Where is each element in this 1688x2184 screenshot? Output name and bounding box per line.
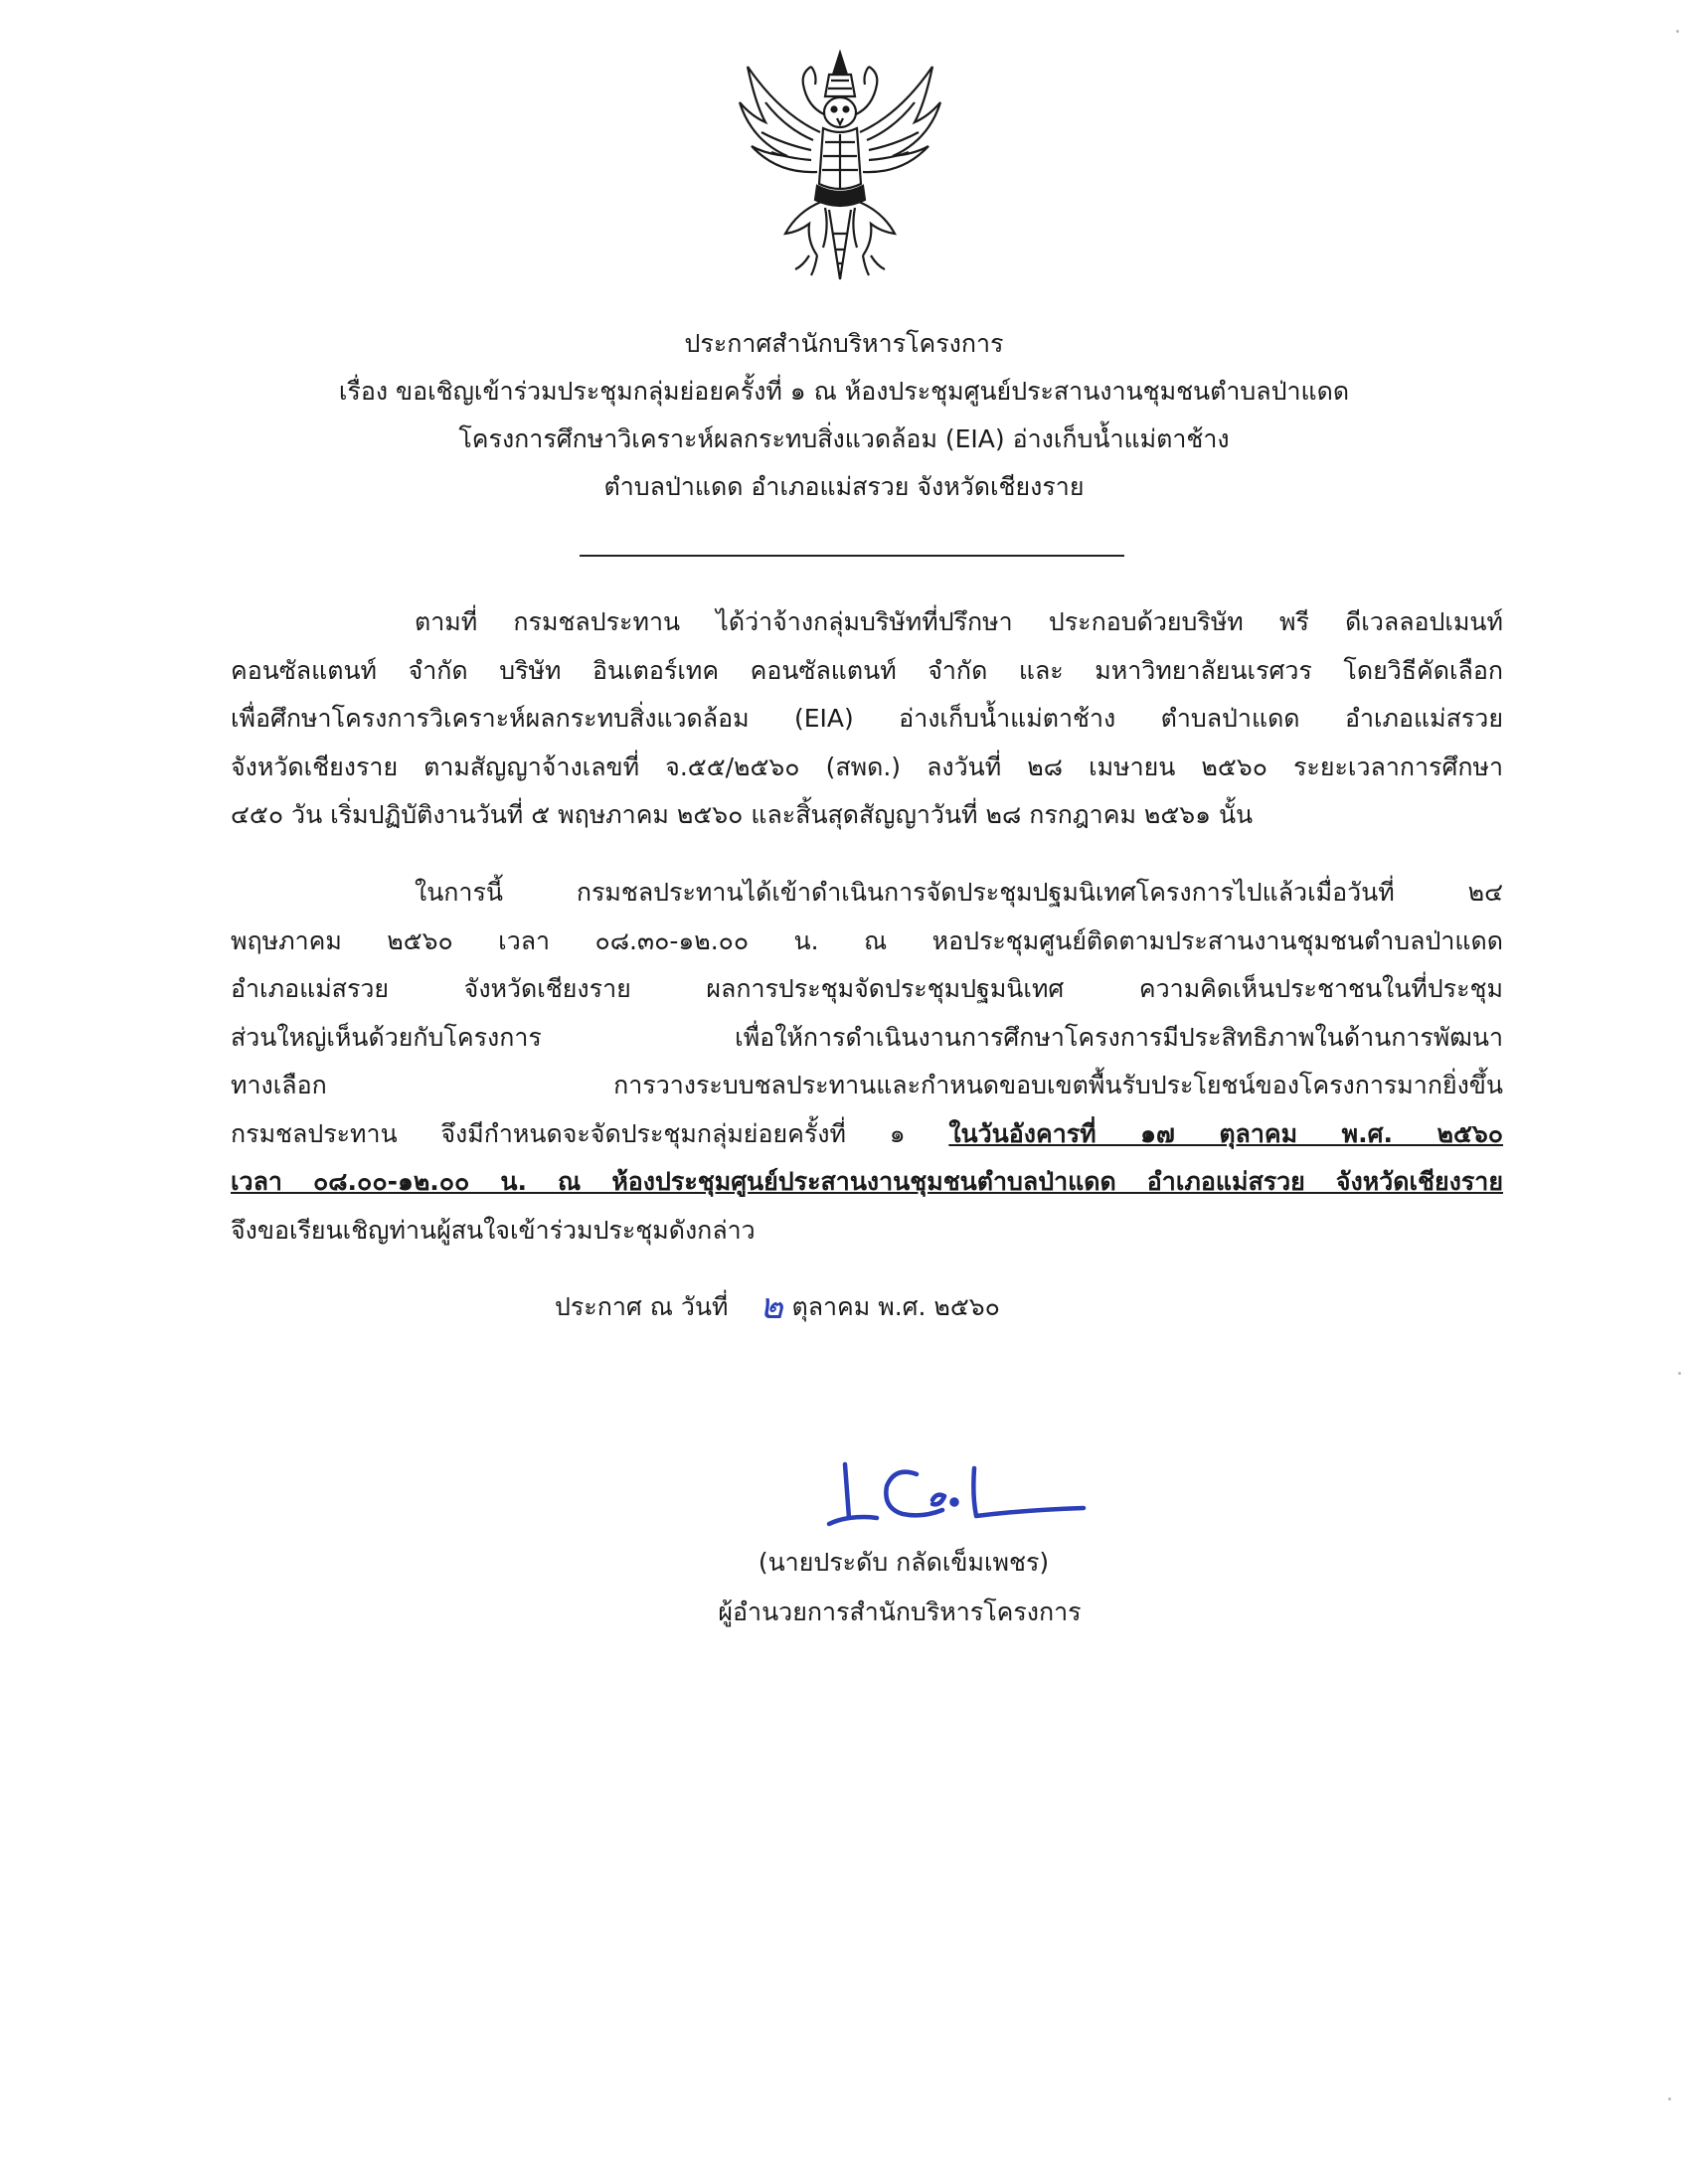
signer-name: (นายประดับ กลัดเข็มเพชร) (758, 1548, 1050, 1577)
paragraph-2-line: ในการนี้ กรมชลประทานได้เข้าดำเนินการจัดประชุมปฐมนิเทศโครงการไปแล้วเมื่อวันที่ ๒๔ (415, 878, 1503, 907)
notice-subject-line-3: ตำบลป่าแดด อำเภอแม่สรวย จังหวัดเชียงราย (603, 472, 1085, 501)
header-divider (580, 555, 1124, 557)
paragraph-1-line: จังหวัดเชียงราย ตามสัญญาจ้างเลขที่ จ.๕๕/๒๕๖๐ (สพด.) ลงวันที่ ๒๘ เมษายน ๒๕๖๐ ระยะเวลาการศึกษา (231, 752, 1503, 781)
handwritten-day (754, 1282, 803, 1328)
paragraph-2-line: พฤษภาคม ๒๕๖๐ เวลา ๐๘.๓๐-๑๒.๐๐ น. ณ หอประชุมศูนย์ติดตามประสานงานชุมชนตำบลป่าแดด (231, 925, 1503, 955)
meeting-time-venue-text: เวลา ๐๘.๐๐-๑๒.๐๐ น. ณ ห้องประชุมศูนย์ประสานงานชุมชนตำบลป่าแดด อำเภอแม่สรวย จังหวัดเชียงราย (231, 1167, 1503, 1196)
announcement-suffix: ตุลาคม พ.ศ. ๒๕๖๐ (791, 1292, 1000, 1321)
handwritten-day-text: ๒ (760, 1286, 783, 1327)
paragraph-2-line: ส่วนใหญ่เห็นด้วยกับโครงการ เพื่อให้การดำเนินงานการศึกษาโครงการมีประสิทธิภาพในด้านการพัฒนา (231, 1022, 1503, 1052)
notice-subject-line-1: เรื่อง ขอเชิญเข้าร่วมประชุมกลุ่มย่อยครั้งที่ ๑ ณ ห้องประชุมศูนย์ประสานงานชุมชนตำบลป่าแดด (338, 377, 1350, 406)
paragraph-1-line: เพื่อศึกษาโครงการวิเคราะห์ผลกระทบสิ่งแวดล้อม (EIA) อ่างเก็บน้ำแม่ตาช้าง ตำบลป่าแดด อำเภอแม่สรวย (231, 704, 1503, 733)
scan-speck (1678, 1372, 1681, 1375)
signature-mark (825, 1446, 1123, 1541)
garuda-emblem-icon (726, 45, 954, 283)
paragraph-1-line: ตามที่ กรมชลประทาน ได้ว่าจ้างกลุ่มบริษัทที่ปรึกษา ประกอบด้วยบริษัท พรี ดีเวลลอปเมนท์ (415, 607, 1503, 636)
header-block (0, 320, 1688, 511)
signer-position: ผู้อำนวยการสำนักบริหารโครงการ (718, 1597, 1082, 1626)
paragraph-background (231, 598, 1503, 840)
paragraph-1-line: ๔๕๐ วัน เริ่มปฏิบัติงานวันที่ ๕ พฤษภาคม ๒๕๖๐ และสิ้นสุดสัญญาวันที่ ๒๘ กรกฎาคม ๒๕๖๑ นั้น (231, 800, 1254, 829)
paragraph-2-line: จึงขอเรียนเชิญท่านผู้สนใจเข้าร่วมประชุมดังกล่าว (231, 1215, 756, 1245)
signer-block (0, 1538, 1688, 1637)
notice-subject-line-2: โครงการศึกษาวิเคราะห์ผลกระทบสิ่งแวดล้อม (EIA) อ่างเก็บน้ำแม่ตาช้าง (458, 424, 1230, 453)
meeting-date-text: ในวันอังคารที่ ๑๗ ตุลาคม พ.ศ. ๒๕๖๐ (948, 1118, 1504, 1148)
scan-speck (1668, 2098, 1671, 2100)
paragraph-2-line-with-venue (231, 1158, 1503, 1207)
paragraph-1-line: คอนซัลแตนท์ จำกัด บริษัท อินเตอร์เทค คอนซัลแตนท์ จำกัด และ มหาวิทยาลัยนเรศวร โดยวิธีคัดเลือก (231, 655, 1503, 685)
scan-speck (1676, 30, 1679, 33)
paragraph-invitation (231, 869, 1503, 1255)
paragraph-2-line: อำเภอแม่สรวย จังหวัดเชียงราย ผลการประชุมจัดประชุมปฐมนิเทศ ความคิดเห็นประชาชนในที่ประชุม (231, 974, 1503, 1003)
paragraph-2-line: ทางเลือก การวางระบบชลประทานและกำหนดขอบเขตพื้นรับประโยชน์ของโครงการมากยิ่งขึ้น (231, 1071, 1503, 1099)
notice-title: ประกาศสำนักบริหารโครงการ (684, 329, 1004, 358)
paragraph-2-line-with-date (231, 1110, 1503, 1159)
meeting-intro-text: กรมชลประทาน จึงมีกำหนดจะจัดประชุมกลุ่มย่อยครั้งที่ ๑ (231, 1118, 949, 1148)
announcement-prefix: ประกาศ ณ วันที่ (555, 1292, 729, 1321)
